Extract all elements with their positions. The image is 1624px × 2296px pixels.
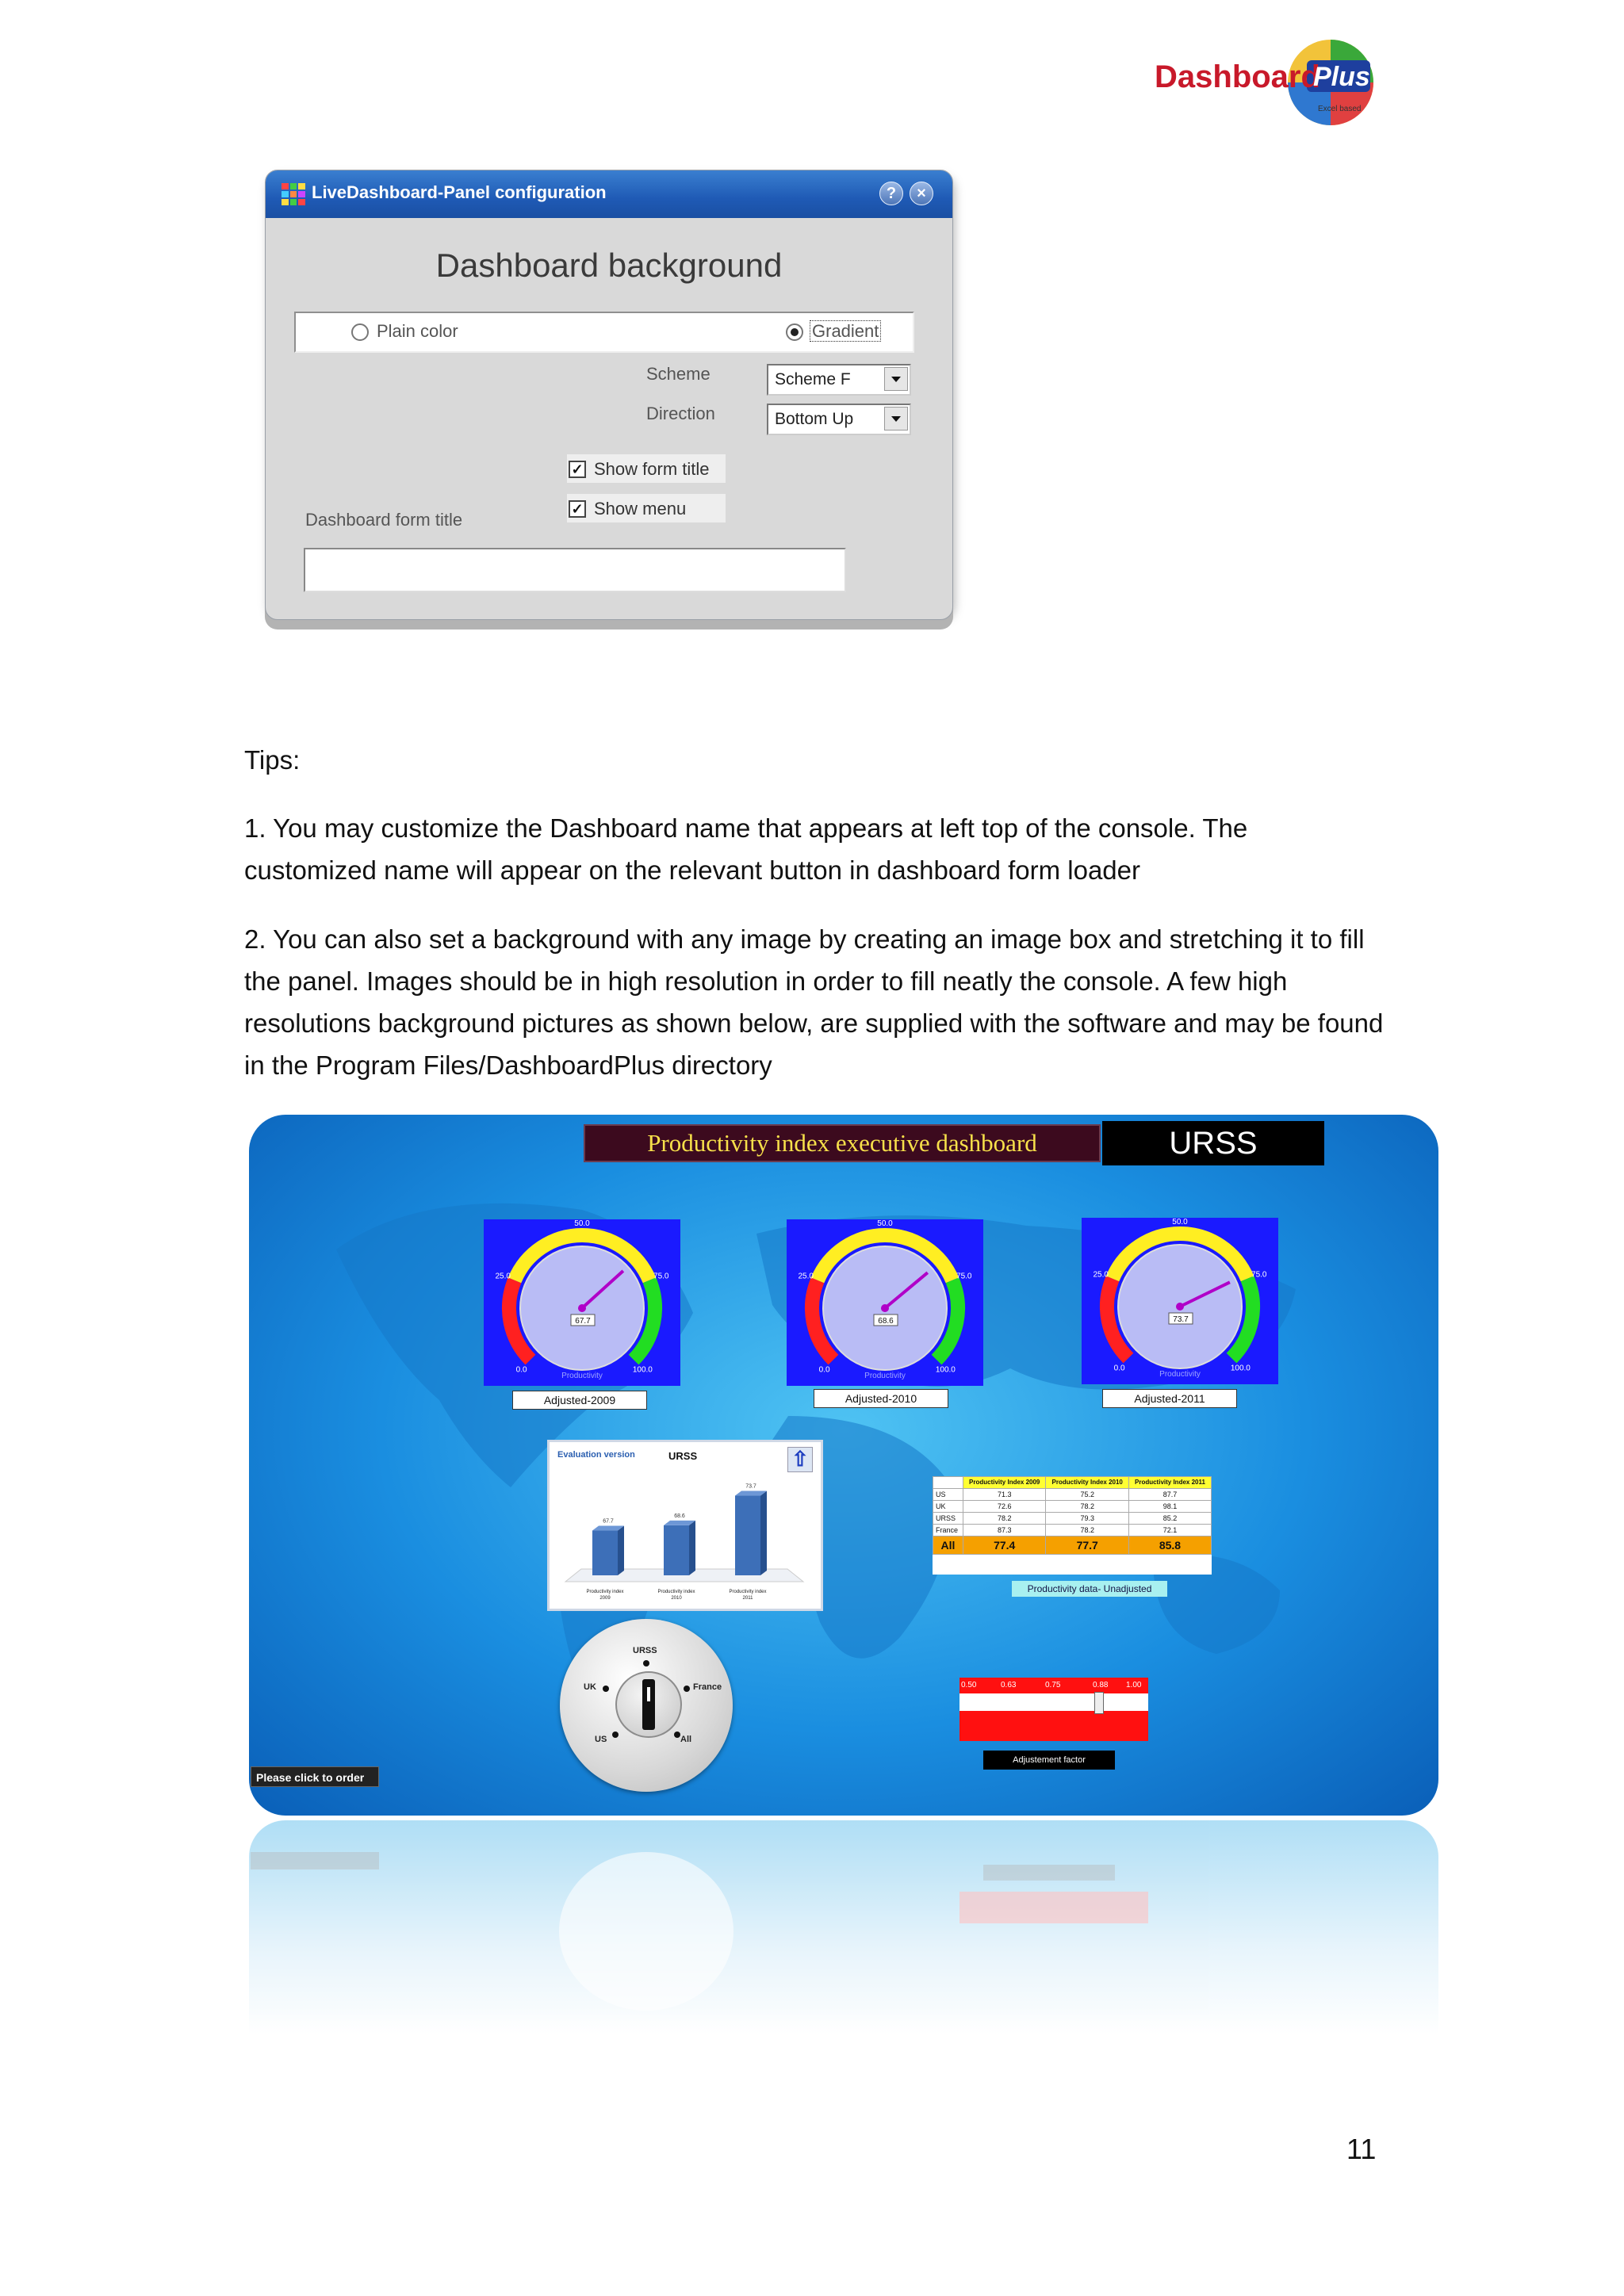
selector-knob[interactable] bbox=[615, 1671, 682, 1738]
table-cell: 72.6 bbox=[963, 1501, 1046, 1513]
help-button[interactable]: ? bbox=[879, 182, 903, 205]
gradient-radio[interactable] bbox=[786, 323, 803, 341]
chart-bar-side bbox=[618, 1526, 624, 1575]
table-cell: 87.3 bbox=[963, 1525, 1046, 1536]
gauge-dial bbox=[787, 1219, 983, 1386]
productivity-data-table bbox=[933, 1476, 1212, 1555]
page-number: 11 bbox=[1346, 2133, 1377, 2165]
logo-tagline: Excel based bbox=[1318, 105, 1362, 113]
table-header-cell bbox=[933, 1477, 963, 1489]
dialog-title: LiveDashboard-Panel configuration bbox=[312, 182, 607, 202]
chart-category-label: Productivity index bbox=[586, 1590, 624, 1594]
gauge-readout: 73.7 bbox=[1173, 1315, 1189, 1324]
mini-chart-plot bbox=[550, 1442, 821, 1609]
gauge-tick-label: 0.0 bbox=[515, 1365, 527, 1375]
reflection-shapes bbox=[249, 1820, 1438, 2034]
table-header-cell: Productivity Index 2010 bbox=[1046, 1477, 1129, 1489]
gauge-tick-label: 0.0 bbox=[818, 1365, 830, 1375]
selector-dot bbox=[603, 1686, 609, 1692]
gauge-caption: Productivity bbox=[864, 1372, 906, 1380]
table-cell: 79.3 bbox=[1046, 1513, 1129, 1525]
table-row bbox=[933, 1513, 1212, 1525]
show-form-title-label: Show form title bbox=[594, 459, 710, 479]
table-row bbox=[933, 1525, 1212, 1536]
gauge-2010 bbox=[787, 1219, 983, 1386]
gauge-tick-label: 0.0 bbox=[1113, 1364, 1125, 1373]
app-grid-icon bbox=[282, 183, 305, 205]
dialog-heading: Dashboard background bbox=[435, 247, 783, 284]
chart-value-label: 67.7 bbox=[603, 1518, 614, 1525]
table-cell: France bbox=[933, 1525, 963, 1536]
tips-heading: Tips: bbox=[244, 745, 301, 775]
evaluation-badge: Evaluation version bbox=[557, 1450, 635, 1460]
slider-tick: 0.88 bbox=[1093, 1681, 1109, 1689]
table-cell: 75.2 bbox=[1046, 1489, 1129, 1501]
chevron-down-icon[interactable] bbox=[884, 367, 908, 391]
gauge-2009 bbox=[484, 1219, 680, 1386]
gauge-tick-label: 25.0 bbox=[798, 1272, 814, 1281]
dashboardplus-logo bbox=[1148, 33, 1386, 132]
selector-option-urss[interactable]: URSS bbox=[633, 1646, 657, 1655]
show-menu-label: Show menu bbox=[594, 499, 687, 519]
background-type-group bbox=[294, 312, 914, 353]
dashboard-preview bbox=[249, 1115, 1438, 1816]
gauge-tick-label: 100.0 bbox=[1230, 1364, 1251, 1373]
form-title-label: Dashboard form title bbox=[305, 510, 463, 530]
table-cell: 85.8 bbox=[1128, 1536, 1211, 1555]
slider-tick: 0.75 bbox=[1045, 1681, 1061, 1689]
direction-value: Bottom Up bbox=[775, 410, 854, 428]
close-button[interactable]: × bbox=[910, 182, 933, 205]
chart-bar bbox=[735, 1496, 760, 1575]
checkbox-checked-icon[interactable]: ✓ bbox=[569, 500, 586, 518]
table-cell: US bbox=[933, 1489, 963, 1501]
order-button[interactable]: Please click to order bbox=[251, 1766, 379, 1787]
mini-chart-title: URSS bbox=[668, 1450, 698, 1462]
table-cell: 71.3 bbox=[963, 1489, 1046, 1501]
selector-option-all[interactable]: All bbox=[680, 1735, 692, 1744]
gauge-dial bbox=[1082, 1218, 1278, 1384]
slider-tick: 0.50 bbox=[961, 1681, 977, 1689]
table-cell: 77.7 bbox=[1046, 1536, 1129, 1555]
direction-label: Direction bbox=[646, 404, 715, 423]
table-cell: 98.1 bbox=[1128, 1501, 1211, 1513]
selector-dot bbox=[643, 1660, 649, 1667]
gauge-tick-label: 100.0 bbox=[632, 1365, 653, 1375]
table-caption: Productivity data- Unadjusted bbox=[1012, 1581, 1167, 1597]
chart-bar bbox=[592, 1531, 618, 1575]
gauge-2011 bbox=[1082, 1218, 1278, 1384]
slider-tick: 1.00 bbox=[1126, 1681, 1142, 1689]
direction-select[interactable] bbox=[767, 404, 911, 435]
chart-bar-side bbox=[689, 1521, 695, 1575]
form-title-input[interactable] bbox=[304, 548, 846, 592]
gauge-dial bbox=[484, 1219, 680, 1386]
slider-thumb[interactable] bbox=[1094, 1692, 1104, 1714]
show-form-title-checkbox[interactable] bbox=[567, 454, 726, 483]
table-cell: 87.7 bbox=[1128, 1489, 1211, 1501]
gauge-tick-label: 75.0 bbox=[653, 1272, 669, 1281]
gauge-hub bbox=[1176, 1303, 1184, 1311]
selector-option-france[interactable]: France bbox=[693, 1682, 722, 1692]
table-header-cell: Productivity Index 2009 bbox=[963, 1477, 1046, 1489]
table-cell: 78.2 bbox=[963, 1513, 1046, 1525]
chart-value-label: 73.7 bbox=[745, 1483, 756, 1490]
chart-value-label: 68.6 bbox=[674, 1513, 685, 1519]
gradient-label: Gradient bbox=[810, 320, 881, 342]
config-dialog bbox=[265, 170, 953, 620]
table-cell: 77.4 bbox=[963, 1536, 1046, 1555]
selector-option-us[interactable]: US bbox=[595, 1735, 607, 1744]
chevron-down-icon[interactable] bbox=[884, 407, 908, 430]
scheme-select[interactable] bbox=[767, 364, 911, 396]
selector-dot bbox=[612, 1732, 619, 1738]
arrow-up-icon[interactable]: ⇧ bbox=[787, 1447, 813, 1472]
chart-category-label: 2011 bbox=[742, 1596, 753, 1601]
gauge-hub bbox=[578, 1304, 586, 1312]
table-total-row bbox=[933, 1536, 1212, 1555]
country-selector-dial[interactable] bbox=[560, 1619, 733, 1792]
table-cell: 72.1 bbox=[1128, 1525, 1211, 1536]
scheme-label: Scheme bbox=[646, 364, 710, 384]
gauge-label-2009: Adjusted-2009 bbox=[512, 1391, 647, 1410]
plain-color-radio[interactable] bbox=[351, 323, 369, 341]
selector-dot bbox=[684, 1686, 690, 1692]
table-cell: URSS bbox=[933, 1513, 963, 1525]
gauge-tick-label: 50.0 bbox=[877, 1219, 893, 1228]
table-cell: 78.2 bbox=[1046, 1501, 1129, 1513]
logo-brand-a: Dashboard bbox=[1155, 59, 1320, 94]
slider-caption: Adjustement factor bbox=[983, 1751, 1115, 1770]
show-menu-checkbox[interactable] bbox=[567, 494, 726, 522]
chart-bar-side bbox=[760, 1491, 767, 1575]
table-cell: All bbox=[933, 1536, 963, 1555]
gauge-readout: 67.7 bbox=[575, 1317, 591, 1326]
gauge-label-2011: Adjusted-2011 bbox=[1102, 1389, 1237, 1408]
chart-category-label: Productivity index bbox=[657, 1590, 695, 1594]
chart-category-label: 2010 bbox=[671, 1596, 682, 1601]
tip-1: 1. You may customize the Dashboard name that appears at left top of the console. The customized name will appear on the relevant button in dashboard form loader bbox=[244, 813, 1248, 885]
gauge-tick-label: 50.0 bbox=[574, 1219, 590, 1228]
mini-bar-chart bbox=[547, 1440, 823, 1611]
dashboard-reflection bbox=[249, 1820, 1438, 2034]
gauge-tick-label: 75.0 bbox=[1251, 1270, 1267, 1280]
table-cell: UK bbox=[933, 1501, 963, 1513]
chart-category-label: 2009 bbox=[599, 1596, 611, 1601]
table-header-cell: Productivity Index 2011 bbox=[1128, 1477, 1211, 1489]
selector-option-uk[interactable]: UK bbox=[584, 1682, 596, 1692]
adjustment-slider[interactable] bbox=[959, 1678, 1148, 1741]
logo-brand-b: Plus bbox=[1313, 62, 1370, 92]
dashboard-title: Productivity index executive dashboard bbox=[584, 1124, 1101, 1162]
gauge-hub bbox=[881, 1304, 889, 1312]
gauge-caption: Productivity bbox=[1159, 1370, 1201, 1379]
gauge-tick-label: 25.0 bbox=[1093, 1270, 1109, 1280]
gauge-tick-label: 100.0 bbox=[935, 1365, 956, 1375]
plain-color-label: Plain color bbox=[377, 321, 458, 341]
checkbox-checked-icon[interactable]: ✓ bbox=[569, 461, 586, 478]
selector-dot bbox=[674, 1732, 680, 1738]
slider-tick: 0.63 bbox=[1001, 1681, 1017, 1689]
tip-2: 2. You can also set a background with any image by creating an image box and stretching it to fill the panel. Images should be in high resolution in order to fill neatly the console. A few high resolutions background pictures as shown below, are supplied with the software and may be found in the Program Files/DashboardPlus directory bbox=[244, 924, 1384, 1080]
gauge-readout: 68.6 bbox=[878, 1317, 894, 1326]
gauge-tick-label: 25.0 bbox=[495, 1272, 511, 1281]
knob-pointer-icon bbox=[642, 1679, 655, 1730]
scheme-value: Scheme F bbox=[775, 370, 851, 388]
dialog-titlebar[interactable] bbox=[266, 170, 952, 218]
gauge-caption: Productivity bbox=[561, 1372, 603, 1380]
table-cell: 85.2 bbox=[1128, 1513, 1211, 1525]
chart-category-label: Productivity index bbox=[729, 1590, 767, 1594]
slider-track[interactable] bbox=[959, 1693, 1148, 1711]
gauge-tick-label: 75.0 bbox=[956, 1272, 972, 1281]
table-cell: 78.2 bbox=[1046, 1525, 1129, 1536]
table-row bbox=[933, 1501, 1212, 1513]
table-row bbox=[933, 1489, 1212, 1501]
chart-bar bbox=[664, 1525, 689, 1575]
dashboard-country: URSS bbox=[1102, 1121, 1324, 1165]
productivity-table bbox=[933, 1476, 1212, 1575]
gauge-tick-label: 50.0 bbox=[1172, 1218, 1188, 1226]
gauge-label-2010: Adjusted-2010 bbox=[814, 1389, 948, 1408]
